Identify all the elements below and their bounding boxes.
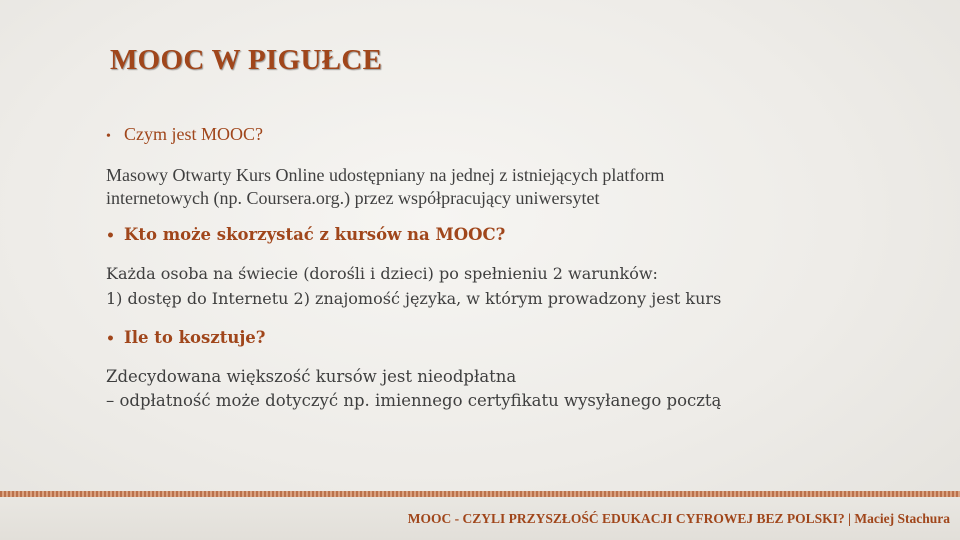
paragraph-line: 1) dostęp do Internetu 2) znajomość języka, w którym prowadzony jest kurs [106, 289, 722, 308]
bullet-dot-icon: • [106, 331, 115, 347]
paragraph-line: Masowy Otwarty Kurs Online udostępniany na jednej z istniejących platform [106, 165, 665, 185]
paragraph-line: internetowych (np. Coursera.org.) przez współpracujący uniwersytet [106, 188, 600, 208]
paragraph-line: Zdecydowana większość kursów jest nieodpłatna [106, 367, 517, 386]
paragraph-line: – odpłatność może dotyczyć np. imiennego certyfikatu wysyłanego pocztą [106, 391, 722, 410]
slide-title: MOOC W PIGUŁCE [110, 44, 383, 76]
footer-text: MOOC - CZYLI PRZYSZŁOŚĆ EDUKACJI CYFROWEJ BEZ POLSKI? | Maciej Stachura [407, 511, 950, 526]
bullet-item [106, 122, 926, 149]
bullet-text: Czym jest MOOC? [124, 124, 263, 144]
bullet-item [106, 326, 926, 351]
bullet-text: Ile to kosztuje? [124, 328, 266, 347]
paragraph-line: Każda osoba na świecie (dorośli i dzieci) po spełnieniu 2 warunków: [106, 264, 658, 283]
bullet-item [106, 223, 926, 248]
bullet-dot-icon: • [106, 129, 111, 144]
slide-content [106, 122, 926, 413]
bullet-dot-icon: • [106, 228, 115, 244]
bullet-text: Kto może skorzystać z kursów na MOOC? [124, 225, 506, 244]
